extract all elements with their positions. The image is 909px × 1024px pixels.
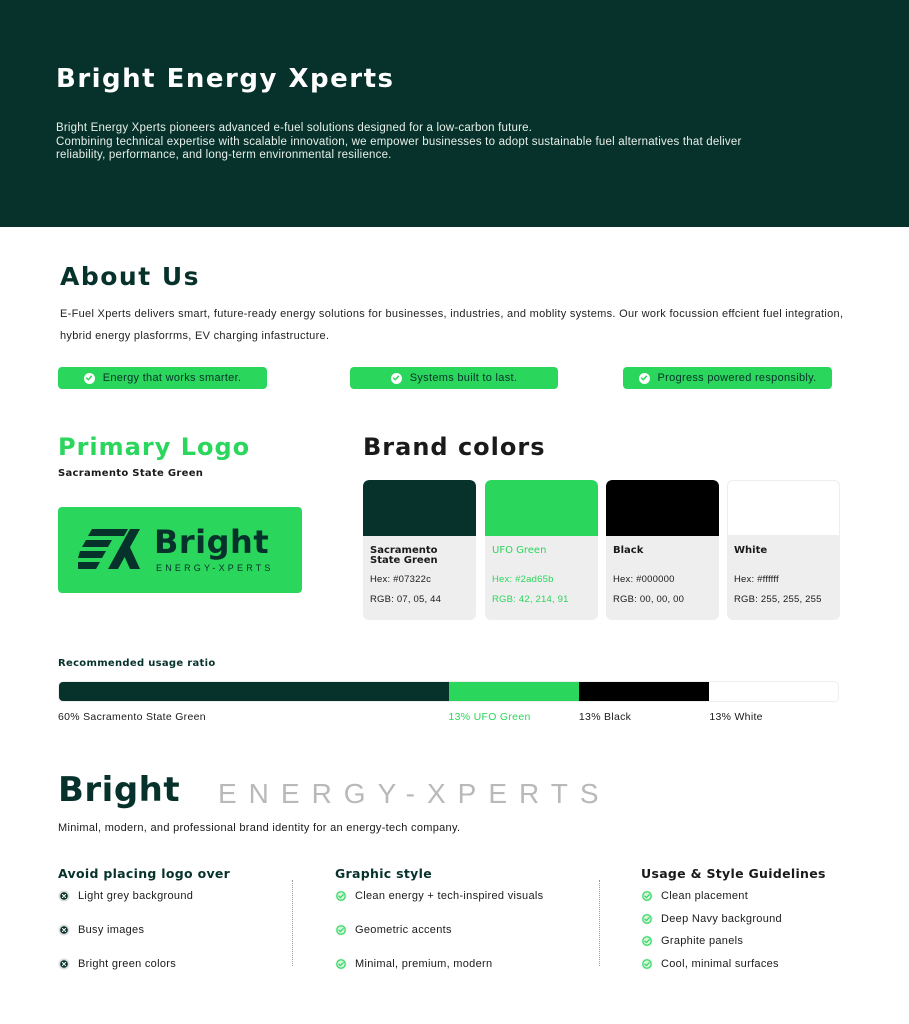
primary-logo	[58, 507, 302, 593]
hero-line: reliability, performance, and long-term environmental resilience.	[56, 149, 392, 161]
x-circle-icon	[58, 890, 70, 902]
x-circle-icon	[58, 958, 70, 970]
color-rgb: RGB: 00, 00, 00	[613, 594, 685, 605]
guideline-text: Cool, minimal surfaces	[661, 958, 779, 971]
check-icon	[391, 373, 402, 384]
check-circle-icon	[641, 913, 653, 925]
color-name: Black	[613, 545, 644, 556]
check-circle-icon	[335, 958, 347, 970]
color-hex: Hex: #07322c	[370, 574, 432, 585]
guideline-item	[641, 913, 782, 925]
check-circle-icon	[335, 924, 347, 936]
hero-description	[56, 122, 856, 163]
hero-title: Bright Energy Xperts	[56, 64, 395, 94]
color-rgb: RGB: 07, 05, 44	[370, 594, 442, 605]
color-card-ufo-green	[485, 480, 598, 620]
x-circle-icon	[58, 924, 70, 936]
usage-ratio-title: Recommended usage ratio	[58, 658, 216, 669]
wordmark-description: Minimal, modern, and professional brand identity for an energy-tech company.	[58, 822, 461, 834]
usage-segment	[579, 682, 709, 701]
guideline-text: Clean energy + tech-inspired visuals	[355, 890, 544, 902]
column-divider	[292, 880, 293, 966]
guideline-item	[641, 935, 743, 947]
hero-line: Bright Energy Xperts pioneers advanced e-fuel solutions designed for a low-carbon future.	[56, 122, 533, 134]
color-card-white	[727, 480, 840, 620]
usage-segment	[449, 682, 579, 701]
wordmark: Bright	[58, 770, 181, 810]
guideline-text: Light grey background	[78, 890, 194, 902]
guideline-text: Minimal, premium, modern	[355, 958, 493, 970]
color-hex: Hex: #000000	[613, 574, 675, 585]
usage-ratio-bar	[58, 681, 839, 702]
guideline-text: Clean placement	[661, 890, 749, 902]
guideline-item	[58, 890, 193, 902]
guideline-text: Geometric accents	[355, 924, 452, 936]
color-card-black	[606, 480, 719, 620]
guideline-item	[335, 924, 452, 936]
logo-mark-icon	[78, 529, 140, 569]
check-circle-icon	[641, 935, 653, 947]
hero-line: Combining technical expertise with scalable innovation, we empower businesses to adopt sustainable fuel alternatives that deliver	[56, 135, 742, 148]
value-pill	[623, 367, 832, 389]
check-circle-icon	[641, 958, 653, 970]
guideline-item	[641, 890, 748, 902]
usage-segment	[709, 682, 838, 701]
color-name: White	[734, 545, 768, 556]
avoid-title: Avoid placing logo over	[58, 866, 231, 881]
pill-label: Energy that works smarter.	[102, 372, 242, 384]
guideline-item	[58, 958, 176, 970]
value-pill	[58, 367, 267, 389]
column-divider	[599, 880, 600, 966]
about-title: About Us	[60, 262, 201, 291]
color-swatch	[485, 480, 598, 536]
about-text: E-Fuel Xperts delivers smart, future-ready energy solutions for businesses, industries, and moblity systems. Our work focussion effcient fuel integration, hybrid energy plasforrms, EV charging infastructure.	[60, 308, 844, 342]
usage-guidelines-title: Usage & Style Guidelines	[641, 866, 826, 881]
guideline-text: Bright green colors	[78, 958, 177, 970]
color-hex: Hex: #2ad65b	[492, 574, 554, 585]
pill-label: Progress powered responsibly.	[657, 372, 817, 384]
usage-label: 13% White	[709, 711, 763, 723]
check-icon	[639, 373, 650, 384]
brand-colors-title: Brand colors	[363, 433, 546, 461]
color-swatch	[727, 480, 840, 536]
usage-segment	[59, 682, 449, 701]
value-pill	[350, 367, 558, 389]
check-icon	[84, 373, 95, 384]
color-card-sacramento	[363, 480, 476, 620]
color-name: Sacramento State Green	[370, 545, 438, 566]
logo-wordmark: Bright	[154, 523, 270, 561]
guideline-text: Busy images	[78, 924, 145, 936]
primary-logo-subtitle: Sacramento State Green	[58, 468, 204, 479]
guideline-item	[335, 890, 543, 902]
guideline-item	[335, 958, 492, 970]
color-swatch	[363, 480, 476, 536]
color-hex: Hex: #ffffff	[734, 574, 779, 585]
guideline-item	[58, 924, 144, 936]
primary-logo-title: Primary Logo	[58, 433, 251, 461]
guideline-text: Deep Navy background	[661, 912, 782, 925]
usage-label: 60% Sacramento State Green	[58, 711, 206, 723]
logo-tagline: ENERGY-XPERTS	[156, 563, 274, 573]
wordmark-tagline: ENERGY-XPERTS	[218, 778, 611, 809]
guideline-item	[641, 958, 779, 970]
color-swatch	[606, 480, 719, 536]
color-rgb: RGB: 42, 214, 91	[492, 594, 569, 605]
pill-label: Systems built to last.	[409, 372, 518, 384]
hero-banner	[0, 0, 909, 227]
guideline-text: Graphite panels	[661, 935, 744, 948]
usage-label: 13% UFO Green	[448, 711, 531, 723]
check-circle-icon	[641, 890, 653, 902]
check-circle-icon	[335, 890, 347, 902]
color-name: UFO Green	[492, 545, 547, 556]
color-rgb: RGB: 255, 255, 255	[734, 594, 822, 605]
usage-label: 13% Black	[578, 711, 632, 723]
graphic-style-title: Graphic style	[335, 866, 432, 881]
